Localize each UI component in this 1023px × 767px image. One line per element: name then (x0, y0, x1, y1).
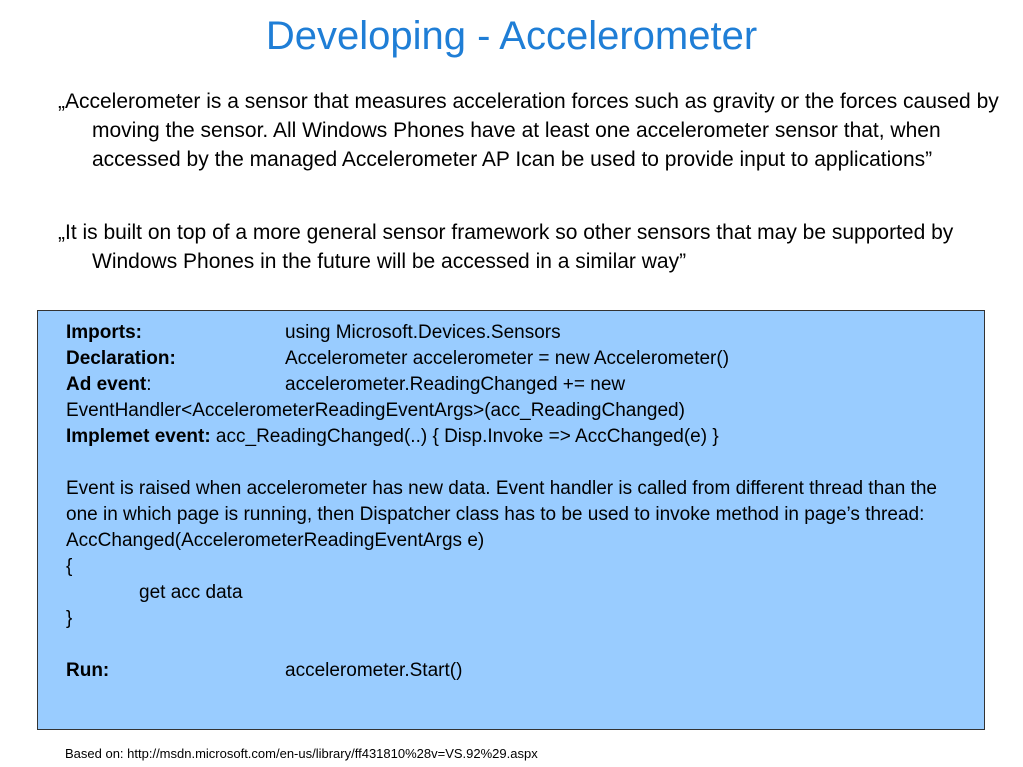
open-brace: { (66, 556, 73, 577)
page-title: Developing - Accelerometer (265, 14, 758, 58)
method-signature: AccChanged(AccelerometerReadingEventArgs e) (66, 530, 485, 551)
imports-line (66, 320, 981, 346)
run-label: Run: (66, 660, 110, 681)
code-content (66, 320, 981, 684)
bullet-sensor-framework: „It is built on top of a more general sensor framework so other sensors that may be supported by Windows Phones in the future will be accessed in a similar way” (58, 221, 954, 273)
implement-event-label: Implemet event: (66, 426, 211, 447)
ad-event-line-2 (66, 398, 981, 424)
implement-event-line (66, 424, 981, 450)
event-description: Event is raised when accelerometer has new data. Event handler is called from different thread than the one in which page is running, then Dispatcher class has to be used to invoke method in page’s thread: (66, 478, 937, 525)
ad-event-colon: : (146, 374, 152, 395)
close-brace: } (66, 608, 73, 629)
ad-event-value-2: EventHandler<AccelerometerReadingEventArgs>(acc_ReadingChanged) (66, 400, 685, 421)
bullet-accelerometer-definition: „Accelerometer is a sensor that measures acceleration forces such as gravity or the forces caused by moving the sensor. All Windows Phones have at least one accelerometer sensor that, when accessed by the managed Accelerometer AP Ican be used to provide input to applications” (58, 90, 999, 171)
source-link[interactable]: Based on: http://msdn.microsoft.com/en-us/library/ff431810%28v=VS.92%29.aspx (65, 746, 538, 761)
method-body: get acc data (139, 582, 243, 603)
implement-event-value: acc_ReadingChanged(..) { Disp.Invoke => AccChanged(e) } (210, 426, 719, 447)
code-box (37, 310, 985, 730)
ad-event-value: accelerometer.ReadingChanged += new (285, 374, 626, 395)
ad-event-line (66, 372, 981, 398)
declaration-value: Accelerometer accelerometer = new Accelerometer() (285, 348, 730, 369)
ad-event-label: Ad event (66, 374, 147, 395)
spacer (66, 450, 981, 476)
declaration-line (66, 346, 981, 372)
run-value: accelerometer.Start() (285, 660, 463, 681)
declaration-label: Declaration: (66, 348, 176, 369)
imports-label: Imports: (66, 322, 142, 343)
ad-event-label-cell (66, 372, 285, 398)
run-line (66, 658, 981, 684)
imports-value: using Microsoft.Devices.Sensors (285, 322, 561, 343)
spacer (66, 632, 981, 658)
